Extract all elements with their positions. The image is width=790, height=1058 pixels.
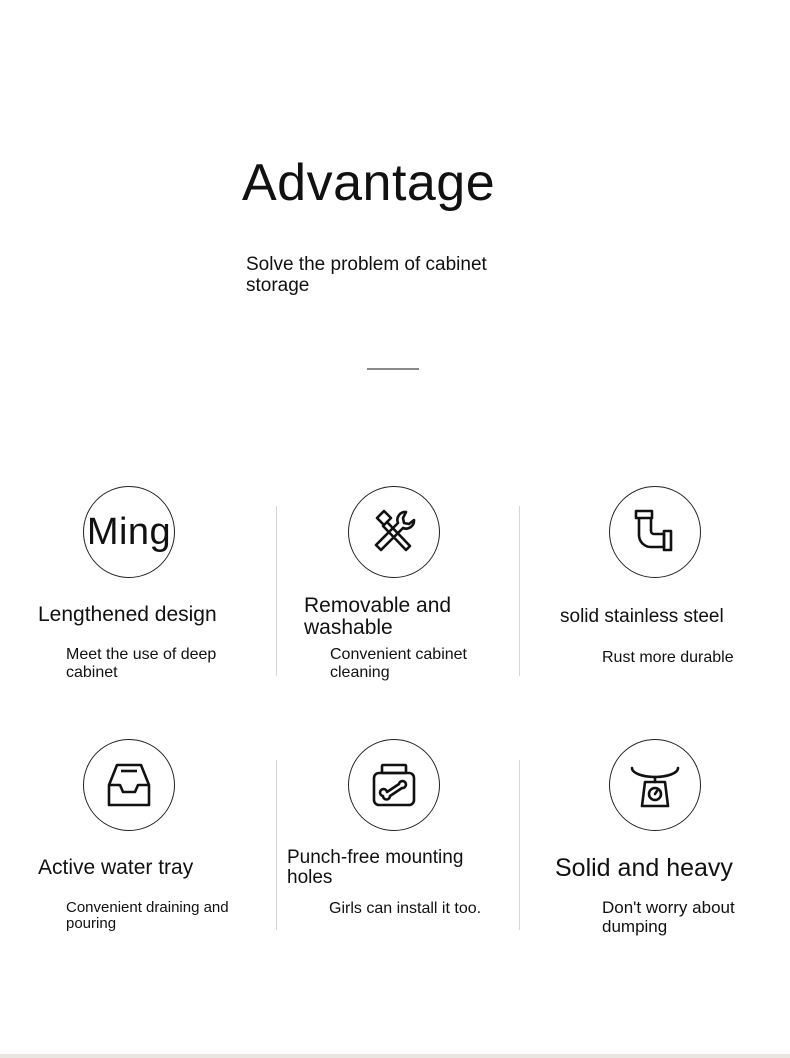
feature-icon-circle xyxy=(348,486,440,578)
feature-title: Active water tray xyxy=(38,856,194,879)
bottom-border xyxy=(0,1054,790,1058)
column-separator xyxy=(519,760,520,930)
page-subtitle: Solve the problem of cabinet storage xyxy=(246,254,487,296)
scale-icon xyxy=(628,758,682,812)
feature-description: Rust more durable xyxy=(602,649,734,666)
feature-description: Convenient draining and pouring xyxy=(66,899,229,932)
feature-icon-circle xyxy=(609,739,701,831)
feature-description: Don't worry about dumping xyxy=(602,898,735,936)
feature-icon-circle xyxy=(83,486,175,578)
ming-logo: Ming xyxy=(86,511,172,553)
feature-title: Punch-free mounting holes xyxy=(287,847,464,888)
page-title: Advantage xyxy=(242,154,496,212)
column-separator xyxy=(276,760,277,930)
feature-description: Girls can install it too. xyxy=(329,900,482,917)
column-separator xyxy=(519,506,520,676)
feature-icon-circle xyxy=(609,486,701,578)
feature-icon-circle xyxy=(348,739,440,831)
feature-description: Meet the use of deep cabinet xyxy=(66,646,217,681)
title-divider xyxy=(367,368,419,370)
feature-description: Convenient cabinet cleaning xyxy=(330,646,467,681)
feature-title: Solid and heavy xyxy=(555,854,733,882)
feature-icon-circle xyxy=(83,739,175,831)
tray-icon xyxy=(103,759,155,811)
pipe-icon xyxy=(630,505,680,559)
tools-icon xyxy=(368,506,420,558)
column-separator xyxy=(276,506,277,676)
feature-title: Lengthened design xyxy=(38,603,217,626)
feature-title: Removable and washable xyxy=(304,594,452,639)
wrench-box-icon xyxy=(368,759,420,811)
feature-title: solid stainless steel xyxy=(560,606,724,627)
